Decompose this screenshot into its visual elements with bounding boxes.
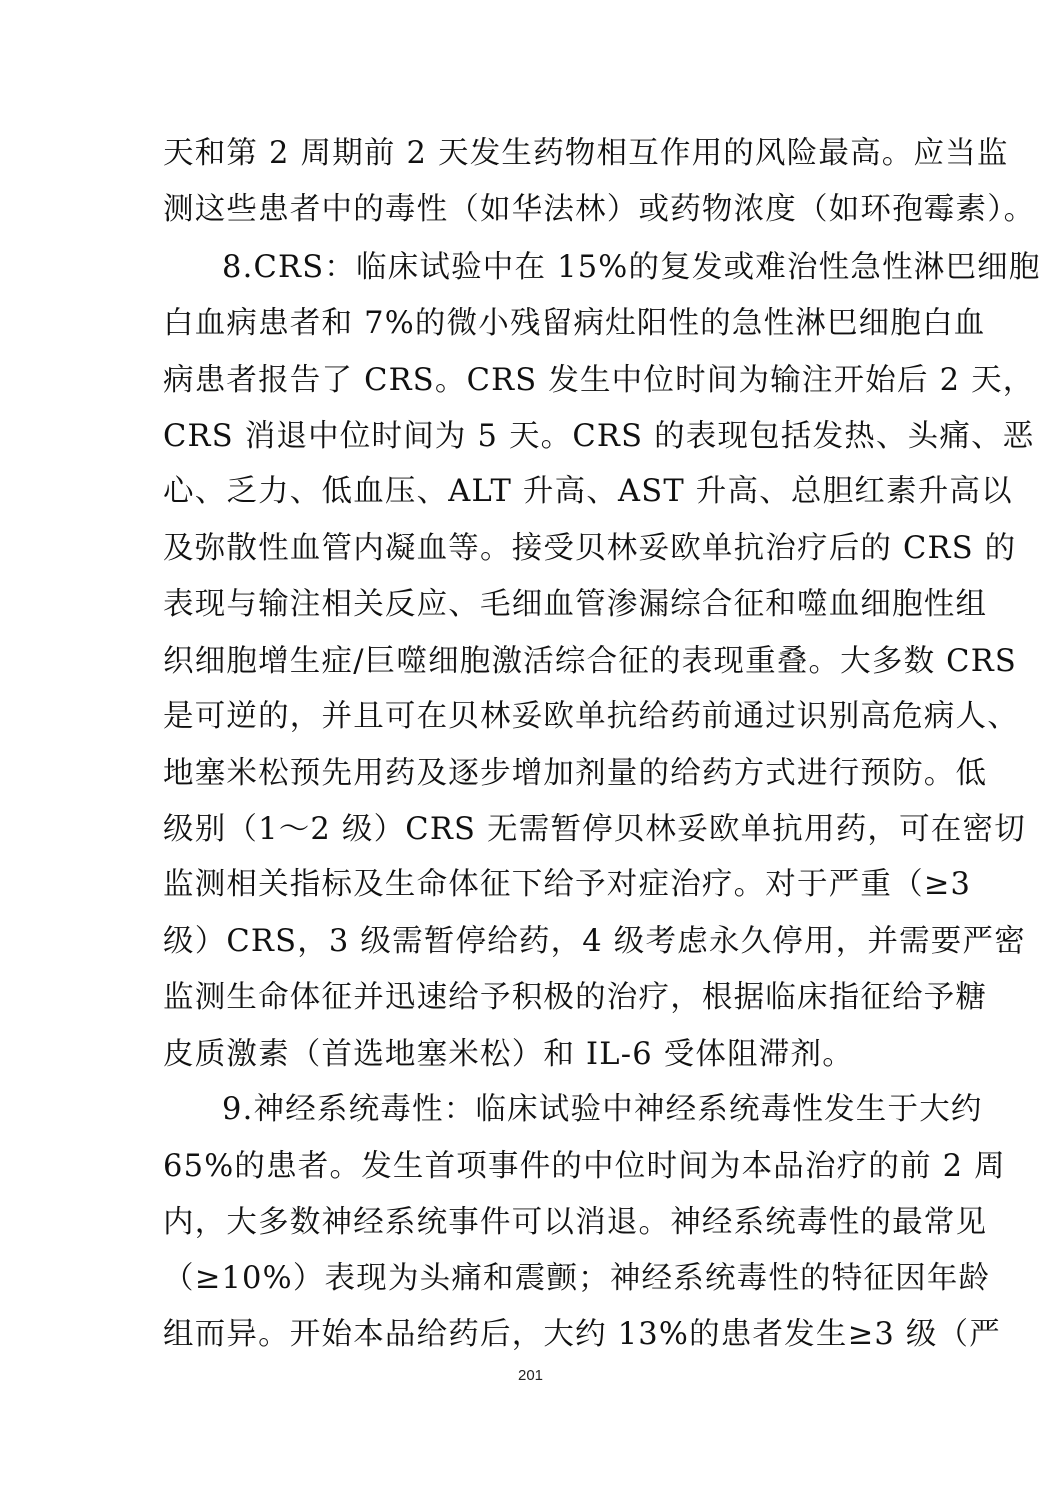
text-line: 及弥散性血管内凝血等。接受贝林妥欧单抗治疗后的 CRS 的 xyxy=(163,531,1017,566)
text-line: 皮质激素（首选地塞米松）和 IL-6 受体阻滞剂。 xyxy=(163,1037,854,1072)
text-line: 病患者报告了 CRS。CRS 发生中位时间为输注开始后 2 天， xyxy=(163,363,1035,398)
paragraph-start-line: 8.CRS：临床试验中在 15%的复发或难治性急性淋巴细胞 xyxy=(222,250,1041,285)
text-line: 织细胞增生症/巨噬细胞激活综合征的表现重叠。大多数 CRS xyxy=(163,644,1017,679)
text-line: 是可逆的，并且可在贝林妥欧单抗给药前通过识别高危病人、 xyxy=(163,699,1019,734)
paragraph-start-line: 9.神经系统毒性：临床试验中神经系统毒性发生于大约 xyxy=(222,1092,983,1127)
text-line: 天和第 2 周期前 2 天发生药物相互作用的风险最高。应当监 xyxy=(163,136,1009,171)
text-line: 级）CRS，3 级需暂停给药，4 级考虑永久停用，并需要严密 xyxy=(163,924,1026,959)
text-line: 级别（1～2 级）CRS 无需暂停贝林妥欧单抗用药，可在密切 xyxy=(163,812,1026,847)
text-line: （≥10%）表现为头痛和震颤；神经系统毒性的特征因年龄 xyxy=(163,1261,991,1296)
text-line: 表现与输注相关反应、毛细血管渗漏综合征和噬血细胞性组 xyxy=(163,587,988,622)
text-line: 内，大多数神经系统事件可以消退。神经系统毒性的最常见 xyxy=(163,1205,988,1240)
text-line: 监测相关指标及生命体征下给予对症治疗。对于严重（≥3 xyxy=(163,867,972,902)
text-line: 监测生命体征并迅速给予积极的治疗，根据临床指征给予糖 xyxy=(163,980,988,1015)
text-line: CRS 消退中位时间为 5 天。CRS 的表现包括发热、头痛、恶 xyxy=(163,419,1035,454)
text-line: 组而异。开始本品给药后，大约 13%的患者发生≥3 级（严 xyxy=(163,1317,1001,1352)
text-line: 地塞米松预先用药及逐步增加剂量的给药方式进行预防。低 xyxy=(163,756,988,791)
text-line: 心、乏力、低血压、ALT 升高、AST 升高、总胆红素升高以 xyxy=(163,474,1013,509)
text-line: 测这些患者中的毒性（如华法林）或药物浓度（如环孢霉素）。 xyxy=(163,192,1036,227)
text-line: 白血病患者和 7%的微小残留病灶阳性的急性淋巴细胞白血 xyxy=(163,306,986,341)
text-line: 65%的患者。发生首项事件的中位时间为本品治疗的前 2 周 xyxy=(163,1149,1006,1184)
page-number: 201 xyxy=(517,1367,544,1384)
